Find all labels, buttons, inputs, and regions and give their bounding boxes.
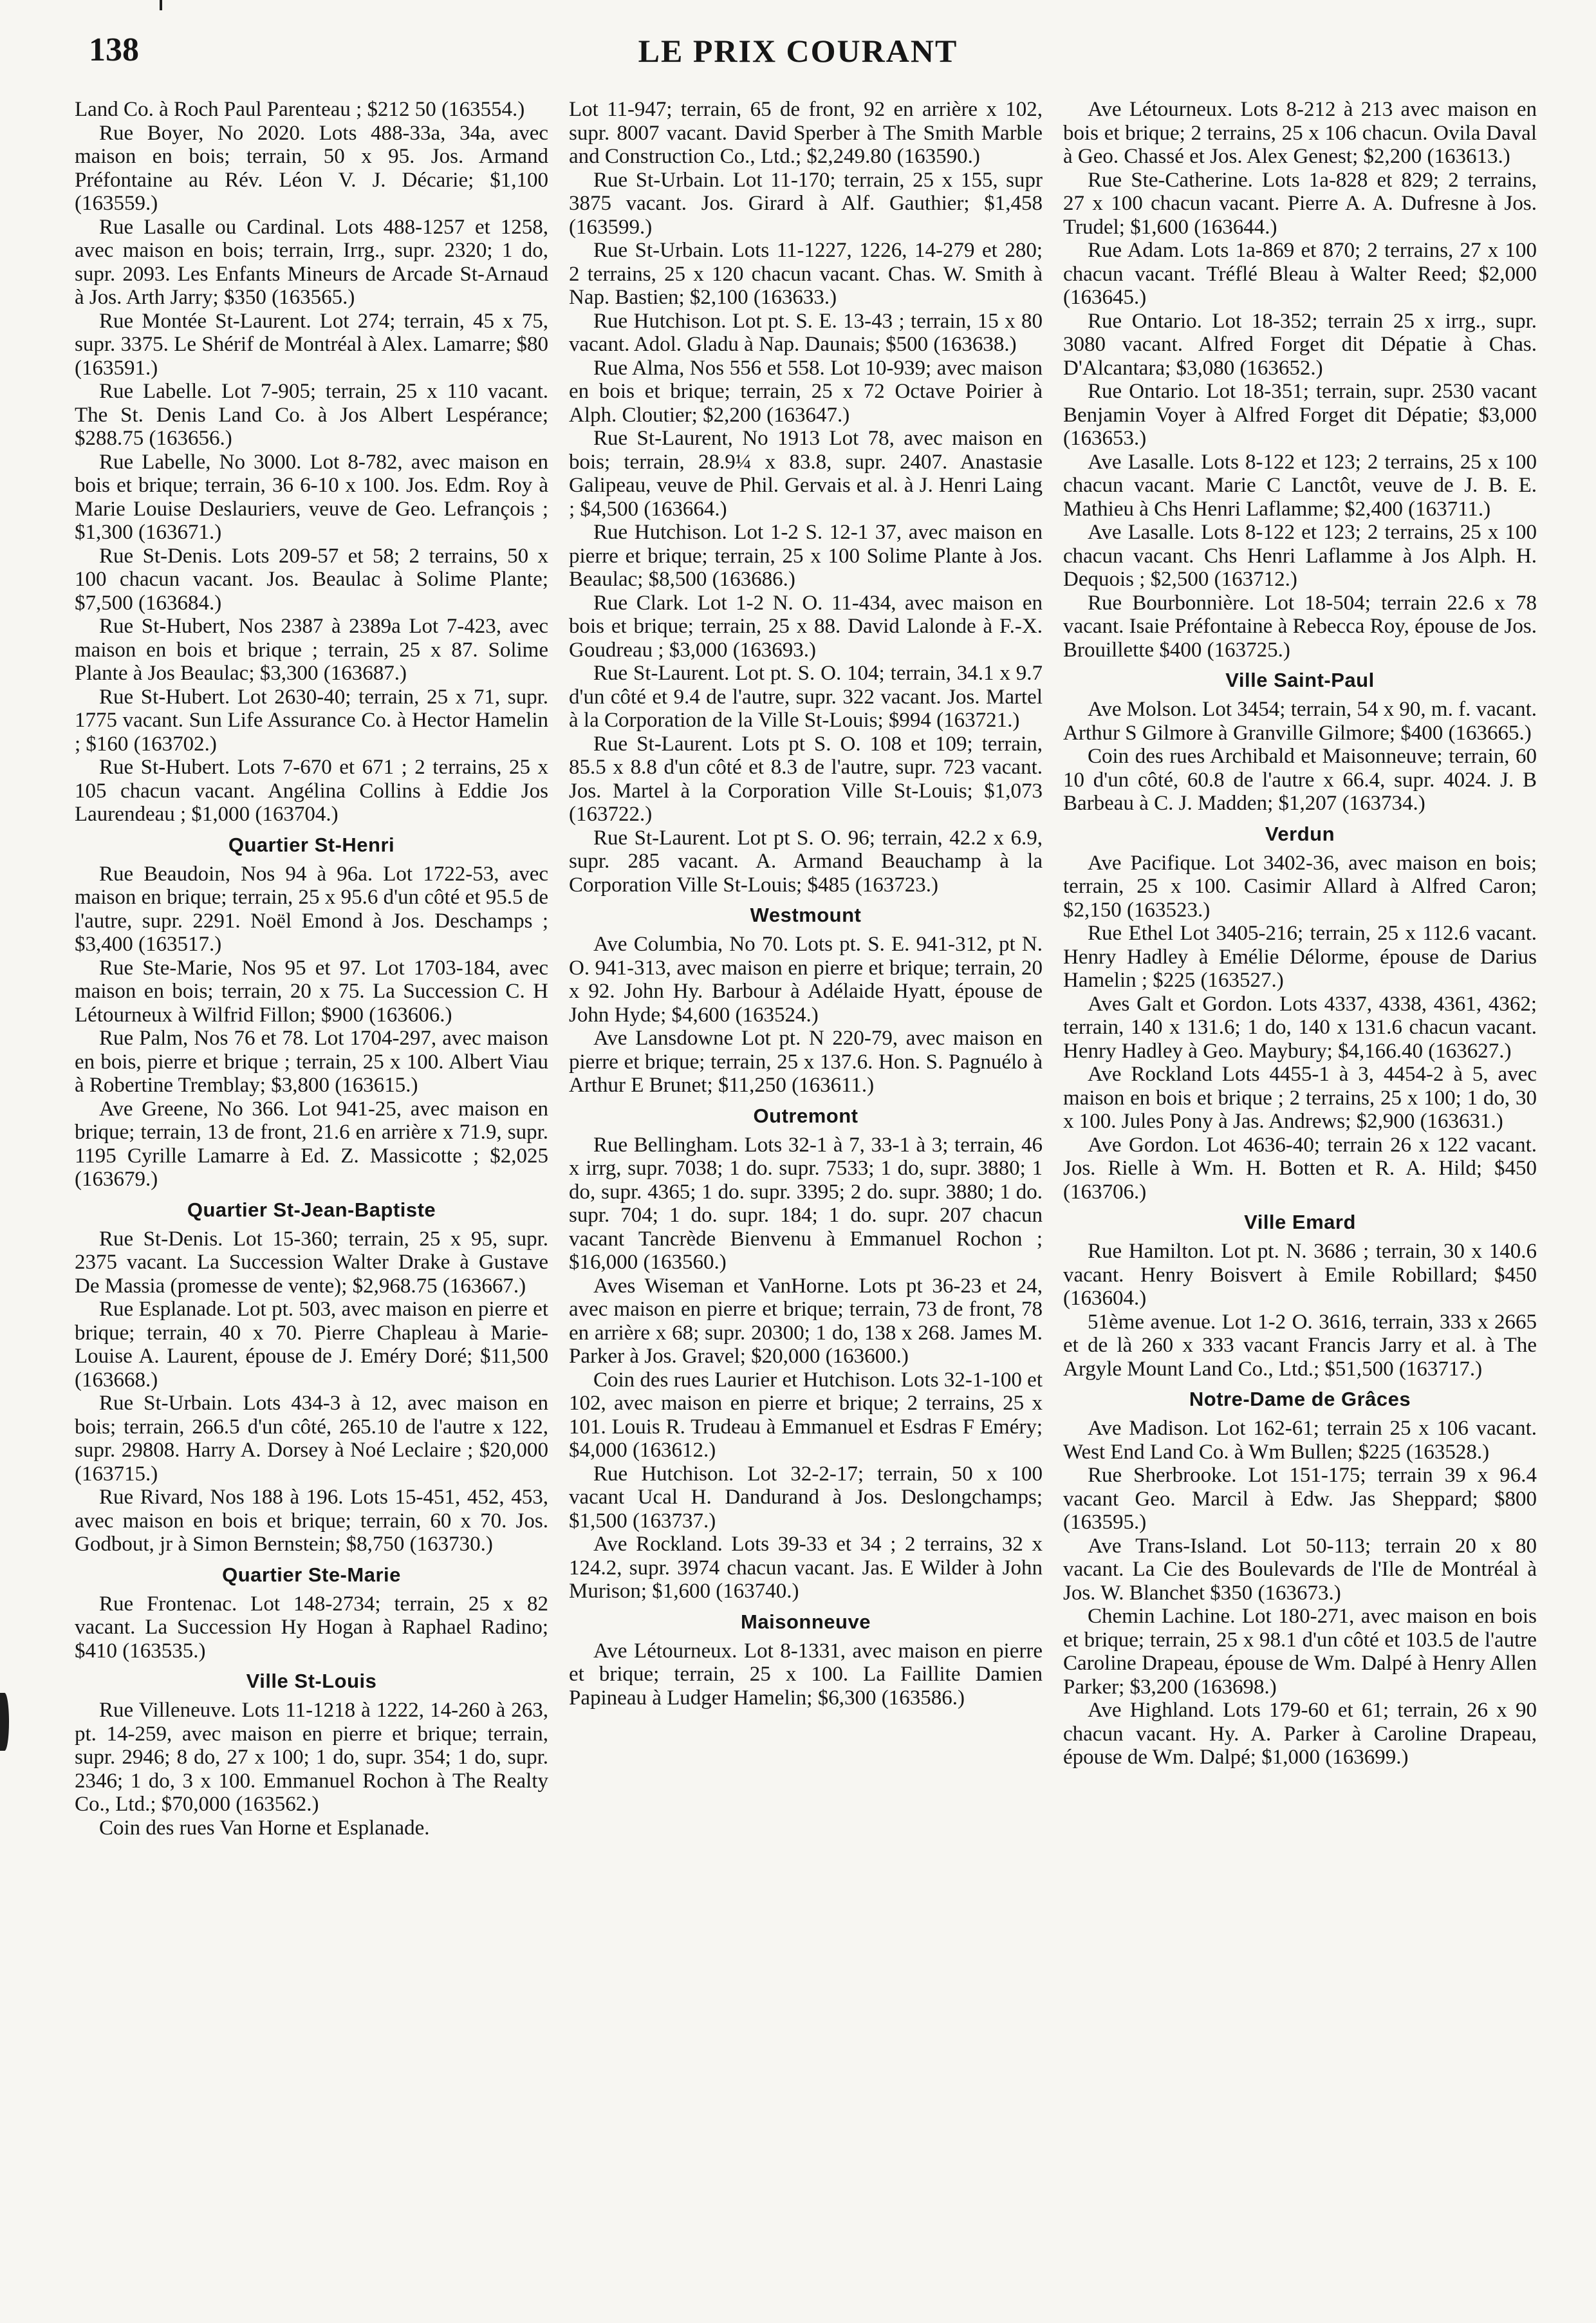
listing-entry: Rue Bellingham. Lots 32-1 à 7, 33-1 à 3; terrain, 46 x irrg, supr. 7038; 1 do. supr. 7533; 1 do, supr. 3880; 1 do, supr. 4365; 1 do. supr. 3395; 2 do. supr. 3880; 1 do. supr. 704; 1 do. supr. 184; 1 do. supr. 207 chacun vacant Tancrède Bienvenu à Emmanuel Rochon ; $16,000 (163560.) [569,1133,1043,1274]
listing-entry: Rue Hamilton. Lot pt. N. 3686 ; terrain, 30 x 140.6 vacant. Henry Boisvert à Emile Robillard; $450 (163604.) [1063,1240,1537,1310]
listing-entry: Rue St-Laurent. Lot pt S. O. 96; terrain, 42.2 x 6.9, supr. 285 vacant. A. Armand Beauchamp à la Corporation Ville St-Louis; $485 (163723.) [569,826,1043,897]
listing-entry: Rue St-Urbain. Lots 434-3 à 12, avec maison en bois; terrain, 266.5 d'un côté, 265.10 de l'autre x 122, supr. 29808. Harry A. Dorsey à Noé Leclaire ; $20,000 (163715.) [75,1392,548,1486]
listing-entry: Ave Greene, No 366. Lot 941-25, avec maison en brique; terrain, 13 de front, 21.6 en arrière x 71.9, supr. 1195 Cyrille Lamarre à Ed. Z. Massicotte ; $2,025 (163679.) [75,1097,548,1191]
listing-entry: Rue St-Urbain. Lots 11-1227, 1226, 14-279 et 280; 2 terrains, 25 x 120 chacun vacant. Chas. W. Smith à Nap. Bastien; $2,100 (163633.) [569,239,1043,309]
listing-entry: Ave Trans-Island. Lot 50-113; terrain 20 x 80 vacant. La Cie des Boulevards de l'Ile de Montréal à Jos. W. Blanchet $350 (163673.) [1063,1534,1537,1605]
listing-entry: Ave Gordon. Lot 4636-40; terrain 26 x 122 vacant. Jos. Rielle à Wm. H. Botten et R. A. Hild; $450 (163706.) [1063,1133,1537,1204]
listing-entry: Rue Ontario. Lot 18-352; terrain 25 x irrg., supr. 3080 vacant. Alfred Forget dit Dépatie à Chas. D'Alcantara; $3,080 (163652.) [1063,309,1537,380]
binding-mark [0,1693,9,1751]
listing-entry: Rue Ontario. Lot 18-351; terrain, supr. 2530 vacant Benjamin Voyer à Alfred Forget dit Dépatie; $3,000 (163653.) [1063,380,1537,450]
listing-entry: Rue Beaudoin, Nos 94 à 96a. Lot 1722-53, avec maison en brique; terrain, 25 x 95.6 d'un côté et 95.5 de l'autre, supr. 2291. Noël Emond à Jos. Deschamps ; $3,400 (163517.) [75,862,548,956]
section-heading: Quartier St-Henri [228,833,395,856]
column-1 [75,98,548,2293]
text-columns [75,98,1537,2293]
listing-entry: Ave Molson. Lot 3454; terrain, 54 x 90, m. f. vacant. Arthur S Gilmore à Granville Gilmore; $400 (163665.) [1063,698,1537,745]
listing-entry: Rue Ste-Catherine. Lots 1a-828 et 829; 2 terrains, 27 x 100 chacun vacant. Pierre A. A. Dufresne à Jos. Trudel; $1,600 (163644.) [1063,168,1537,239]
listing-entry: Ave Lasalle. Lots 8-122 et 123; 2 terrains, 25 x 100 chacun vacant. Chs Henri Laflamme à Jos Alph. H. Dequois ; $2,500 (163712.) [1063,521,1537,591]
listing-entry: Rue St-Laurent. Lot pt. S. O. 104; terrain, 34.1 x 9.7 d'un côté et 9.4 de l'autre, supr. 322 vacant. Jos. Martel à la Corporation de la Ville St-Louis; $994 (163721.) [569,662,1043,732]
listing-entry: 51ème avenue. Lot 1-2 O. 3616, terrain, 333 x 2665 et de là 260 x 333 vacant Francis Jarry et al. à The Argyle Mount Land Co., Ltd.; $51,500 (163717.) [1063,1310,1537,1381]
section-heading: Westmount [750,904,862,926]
listing-entry: Rue Hutchison. Lot pt. S. E. 13-43 ; terrain, 15 x 80 vacant. Adol. Gladu à Nap. Daunais; $500 (163638.) [569,309,1043,356]
listing-entry: Rue Sherbrooke. Lot 151-175; terrain 39 x 96.4 vacant Geo. Marcil à Edw. Jas Sheppard; $800 (163595.) [1063,1464,1537,1534]
listing-entry: Rue Rivard, Nos 188 à 196. Lots 15-451, 452, 453, avec maison en bois et brique; terrain, 60 x 70. Jos. Godbout, jr à Simon Bernstein; $8,750 (163730.) [75,1486,548,1556]
section-heading: Ville Saint-Paul [1225,669,1375,691]
listing-entry: Rue Palm, Nos 76 et 78. Lot 1704-297, avec maison en bois, pierre et brique ; terrain, 25 x 100. Albert Viau à Robertine Tremblay; $3,800 (163615.) [75,1027,548,1097]
section-heading: Verdun [1265,822,1335,845]
listing-entry: Coin des rues Laurier et Hutchison. Lots 32-1-100 et 102, avec maison en pierre et brique; 2 terrains, 25 x 101. Louis R. Trudeau à Emmanuel et Esdras F Eméry; $4,000 (163612.) [569,1368,1043,1462]
section-heading: Quartier St-Jean-Baptiste [187,1198,436,1221]
listing-entry: Ave Létourneux. Lots 8-212 à 213 avec maison en bois et brique; 2 terrains, 25 x 106 chacun. Ovila Daval à Geo. Chassé et Jos. Alex Genest; $2,200 (163613.) [1063,98,1537,168]
listing-entry: Rue Clark. Lot 1-2 N. O. 11-434, avec maison en bois et brique; terrain, 25 x 88. David Lalonde à F.-X. Goudreau ; $3,000 (163693.) [569,591,1043,662]
listing-entry: Ave Lansdowne Lot pt. N 220-79, avec maison en pierre et brique; terrain, 25 x 137.6. Hon. S. Pagnuélo à Arthur E Brunet; $11,250 (163611.) [569,1027,1043,1097]
listing-entry: Rue St-Hubert. Lot 2630-40; terrain, 25 x 71, supr. 1775 vacant. Sun Life Assurance Co. à Hector Hamelin ; $160 (163702.) [75,685,548,756]
listing-entry: Rue Labelle. Lot 7-905; terrain, 25 x 110 vacant. The St. Denis Land Co. à Jos Albert Lespérance; $288.75 (163656.) [75,380,548,450]
section-heading: Ville Emard [1244,1211,1356,1233]
listing-entry: Aves Wiseman et VanHorne. Lots pt 36-23 et 24, avec maison en pierre et brique; terrain, 73 de front, 78 en arrière x 68; supr. 20300; 1 do, 138 x 268. James M. Parker à Jos. Gravel; $20,000 (163600.) [569,1274,1043,1368]
listing-entry: Rue Labelle, No 3000. Lot 8-782, avec maison en bois et brique; terrain, 36 6-10 x 100. Jos. Edm. Roy à Marie Louise Deslauriers, veuve de Geo. Lefrançois ; $1,300 (163671.) [75,450,548,544]
listing-entry: Rue Villeneuve. Lots 11-1218 à 1222, 14-260 à 263, pt. 14-259, avec maison en pierre et brique; terrain, supr. 2946; 8 do, 27 x 100; 1 do, supr. 354; 1 do, supr. 2346; 1 do, 3 x 100. Emmanuel Rochon à The Realty Co., Ltd.; $70,000 (163562.) [75,1699,548,1816]
listing-entry: Rue Lasalle ou Cardinal. Lots 488-1257 et 1258, avec maison en bois; terrain, Irrg., supr. 2320; 1 do, supr. 2093. Les Enfants Mineurs de Arcade St-Arnaud à Jos. Arth Jarry; $350 (163565.) [75,215,548,309]
listing-entry: Rue St-Hubert, Nos 2387 à 2389a Lot 7-423, avec maison en bois et brique ; terrain, 25 x 87. Solime Plante à Jos Beaulac; $3,300 (163687.) [75,615,548,685]
column-2 [569,98,1043,2293]
listing-entry: Rue Alma, Nos 556 et 558. Lot 10-939; avec maison en bois et brique; terrain, 25 x 72 Octave Poirier à Alph. Cloutier; $2,200 (163647.) [569,356,1043,427]
listing-entry: Rue St-Hubert. Lots 7-670 et 671 ; 2 terrains, 25 x 105 chacun vacant. Angélina Collins à Eddie Jos Laurendeau ; $1,000 (163704.) [75,756,548,826]
listing-entry: Ave Lasalle. Lots 8-122 et 123; 2 terrains, 25 x 100 chacun vacant. Marie C Lanctôt, veuve de J. B. E. Mathieu à Chs Henri Laflamme; $2,400 (163711.) [1063,450,1537,521]
page-number: 138 [89,32,139,68]
listing-entry: Ave Highland. Lots 179-60 et 61; terrain, 26 x 90 chacun vacant. Hy. A. Parker à Caroline Drapeau, épouse de Wm. Dalpé; $1,000 (163699.) [1063,1699,1537,1769]
journal-title: LE PRIX COURANT [638,33,958,69]
listing-entry: Rue Frontenac. Lot 148-2734; terrain, 25 x 82 vacant. La Succession Hy Hogan à Raphael Radino; $410 (163535.) [75,1592,548,1663]
listing-entry: Aves Galt et Gordon. Lots 4337, 4338, 4361, 4362; terrain, 140 x 131.6; 1 do, 140 x 131.6 chacun vacant. Henry Hadley à Geo. Maybury; $4,166.40 (163627.) [1063,992,1537,1063]
listing-entry: Rue St-Denis. Lots 209-57 et 58; 2 terrains, 50 x 100 chacun vacant. Jos. Beaulac à Solime Plante; $7,500 (163684.) [75,544,548,615]
print-mark [160,0,162,10]
section-heading: Notre-Dame de Grâces [1189,1388,1411,1410]
listing-entry: Ave Létourneux. Lot 8-1331, avec maison en pierre et brique; terrain, 25 x 100. La Faillite Damien Papineau à Ludger Hamelin; $6,300 (163586.) [569,1639,1043,1710]
listing-entry: Coin des rues Van Horne et Esplanade. [99,1816,430,1840]
section-heading: Ville St-Louis [246,1670,377,1692]
listing-entry: Rue Bourbonnière. Lot 18-504; terrain 22.6 x 78 vacant. Isaie Préfontaine à Rebecca Roy, épouse de Jos. Brouillette $400 (163725.) [1063,591,1537,662]
section-heading: Outremont [753,1104,858,1127]
listing-entry: Ave Rockland Lots 4455-1 à 3, 4454-2 à 5, avec maison en bois et brique ; 2 terrains, 25 x 100; 1 do, 30 x 100. Jules Pony à Jas. Andrews; $2,900 (163631.) [1063,1063,1537,1133]
section-heading: Quartier Ste-Marie [222,1563,401,1586]
listing-entry: Rue St-Laurent. Lots pt S. O. 108 et 109; terrain, 85.5 x 8.8 d'un côté et 8.3 de l'autre, supr. 723 vacant. Jos. Martel à la Corporation Ville St-Louis; $1,073 (163722.) [569,732,1043,826]
listing-entry: Coin des rues Archibald et Maisonneuve; terrain, 60 10 d'un côté, 60.8 de l'autre x 66.4, supr. 4024. J. B Barbeau à C. J. Madden; $1,207 (163734.) [1063,745,1537,815]
listing-entry: Land Co. à Roch Paul Parenteau ; $212 50 (163554.) [75,98,525,121]
listing-entry: Ave Pacifique. Lot 3402-36, avec maison en bois; terrain, 25 x 100. Casimir Allard à Alfred Caron; $2,150 (163523.) [1063,851,1537,922]
listing-entry: Rue St-Laurent, No 1913 Lot 78, avec maison en bois; terrain, 28.9¼ x 83.8, supr. 2407. Anastasie Galipeau, veuve de Phil. Gervais et al. à J. Henri Laing ; $4,500 (163664.) [569,427,1043,521]
listing-entry: Rue Hutchison. Lot 32-2-17; terrain, 50 x 100 vacant Ucal H. Dandurand à Jos. Deslongchamps; $1,500 (163737.) [569,1462,1043,1533]
column-3 [1063,98,1537,2293]
listing-entry: Rue Hutchison. Lot 1-2 S. 12-1 37, avec maison en pierre et brique; terrain, 25 x 100 Solime Plante à Jos. Beaulac; $8,500 (163686.) [569,521,1043,591]
listing-entry: Rue Adam. Lots 1a-869 et 870; 2 terrains, 27 x 100 chacun vacant. Tréflé Bleau à Walter Reed; $2,000 (163645.) [1063,239,1537,309]
listing-entry: Lot 11-947; terrain, 65 de front, 92 en arrière x 102, supr. 8007 vacant. David Sperber à The Smith Marble and Construction Co., Ltd.; $2,249.80 (163590.) [569,98,1043,168]
listing-entry: Rue Ste-Marie, Nos 95 et 97. Lot 1703-184, avec maison en bois; terrain, 20 x 75. La Succession C. H Létourneux à Wilfrid Fillon; $900 (163606.) [75,956,548,1027]
listing-entry: Rue Montée St-Laurent. Lot 274; terrain, 45 x 75, supr. 3375. Le Shérif de Montréal à Alex. Lamarre; $80 (163591.) [75,309,548,380]
listing-entry: Chemin Lachine. Lot 180-271, avec maison en bois et brique; terrain, 25 x 98.1 d'un côté et 103.5 de l'autre Caroline Drapeau, épouse de Wm. Dalpé à Henry Allen Parker; $3,200 (163698.) [1063,1605,1537,1699]
listing-entry: Ave Rockland. Lots 39-33 et 34 ; 2 terrains, 32 x 124.2, supr. 3974 chacun vacant. Jas. E Wilder à John Murison; $1,600 (163740.) [569,1533,1043,1603]
section-heading: Maisonneuve [741,1610,871,1633]
listing-entry: Ave Madison. Lot 162-61; terrain 25 x 106 vacant. West End Land Co. à Wm Bullen; $225 (163528.) [1063,1417,1537,1464]
listing-entry: Rue Boyer, No 2020. Lots 488-33a, 34a, avec maison en bois; terrain, 50 x 95. Jos. Armand Préfontaine au Rév. Léon V. J. Décarie; $1,100 (163559.) [75,121,548,215]
listing-entry: Ave Columbia, No 70. Lots pt. S. E. 941-312, pt N. O. 941-313, avec maison en pierre et brique; terrain, 20 x 92. John Hy. Barbour à Adélaide Hyatt, épouse de John Hyde; $4,600 (163524.) [569,933,1043,1027]
listing-entry: Rue St-Denis. Lot 15-360; terrain, 25 x 95, supr. 2375 vacant. La Succession Walter Drake à Gustave De Massia (promesse de vente); $2,968.75 (163667.) [75,1227,548,1298]
listing-entry: Rue Ethel Lot 3405-216; terrain, 25 x 112.6 vacant. Henry Hadley à Emélie Délorme, épouse de Darius Hamelin ; $225 (163527.) [1063,922,1537,992]
listing-entry: Rue St-Urbain. Lot 11-170; terrain, 25 x 155, supr 3875 vacant. Jos. Girard à Alf. Gauthier; $1,458 (163599.) [569,168,1043,239]
listing-entry: Rue Esplanade. Lot pt. 503, avec maison en pierre et brique; terrain, 40 x 70. Pierre Chapleau à Marie-Louise A. Laurent, épouse de J. Eméry Doré; $11,500 (163668.) [75,1298,548,1392]
